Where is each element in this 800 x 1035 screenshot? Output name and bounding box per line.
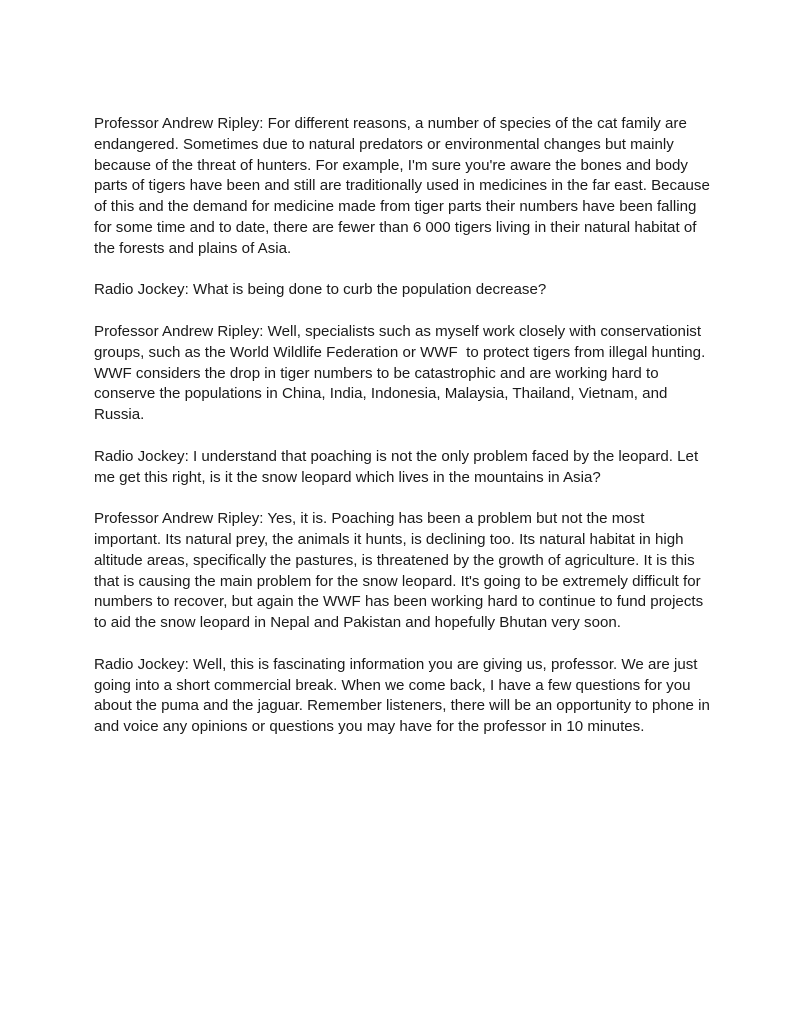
paragraph-4: Radio Jockey: I understand that poaching is not the only problem faced by the leopard. Let me get this right, is it the snow leopard which lives in the mountains in Asia? <box>94 447 703 486</box>
paragraph-3: Professor Andrew Ripley: Well, specialists such as myself work closely with conservationist groups, such as the World Wildlife Federation or WWF to protect tigers from illegal hunting. WWF considers the drop in tiger numbers to be catastrophic and are working hard to conserve the populations in China, India, Indonesia, Malaysia, Thailand, Vietnam, and Russia. <box>94 322 710 424</box>
paragraph-5: Professor Andrew Ripley: Yes, it is. Poaching has been a problem but not the most important. Its natural prey, the animals it hunts, is declining too. Its natural habitat in high altitude areas, specifically the pastures, is threatened by the growth of agriculture. It is this that is causing the main problem for the snow leopard. It's going to be extremely difficult for numbers to recover, but again the WWF has been working hard to continue to fund projects to aid the snow leopard in Nepal and Pakistan and hopefully Bhutan very soon. <box>94 510 708 632</box>
paragraph-2: Radio Jockey: What is being done to curb the population decrease? <box>94 281 547 299</box>
transcript-body <box>94 114 715 759</box>
paragraph-6: Radio Jockey: Well, this is fascinating information you are giving us, professor. We are just going into a short commercial break. When we come back, I have a few questions for you about the puma and the jaguar. Remember listeners, there will be an opportunity to phone in and voice any opinions or questions you may have for the professor in 10 minutes. <box>94 655 715 736</box>
paragraph-1: Professor Andrew Ripley: For different reasons, a number of species of the cat family are endangered. Sometimes due to natural predators or environmental changes but mainly because of the threat of hunters. For example, I'm sure you're aware the bones and body parts of tigers have been and still are traditionally used in medicines in the far east. Because of this and the demand for medicine made from tiger parts their numbers have been falling for some time and to date, there are fewer than 6 000 tigers living in their natural habitat of the forests and plains of Asia. <box>94 115 715 257</box>
